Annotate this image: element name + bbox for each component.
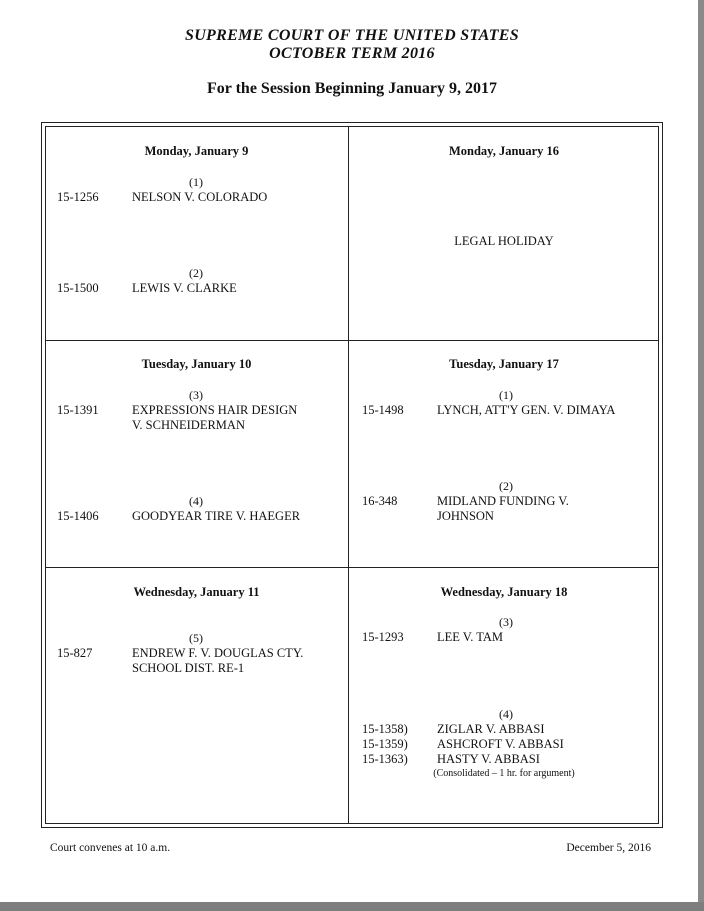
case-name: ENDREW F. V. DOUGLAS CTY. — [132, 646, 304, 660]
docket-number: 15-1391 — [57, 403, 99, 417]
day-heading-wed18: Wednesday, January 18 — [440, 585, 568, 599]
docket-number: 15-1359) — [362, 737, 408, 751]
case-name: LEWIS V. CLARKE — [132, 281, 237, 295]
argument-order: (1) — [189, 175, 203, 189]
day-heading-mon9: Monday, January 9 — [144, 144, 249, 158]
case-name-continued: SCHOOL DIST. RE-1 — [132, 661, 245, 675]
case-name-continued: JOHNSON — [437, 509, 494, 523]
argument-order: (3) — [499, 615, 513, 629]
docket-number: 15-1293 — [362, 630, 404, 644]
column-divider — [348, 126, 349, 824]
legal-holiday: LEGAL HOLIDAY — [454, 234, 554, 248]
argument-order: (1) — [499, 388, 513, 402]
docket-number: 15-827 — [57, 646, 93, 660]
term-title: OCTOBER TERM 2016 — [269, 45, 435, 62]
case-name: NELSON V. COLORADO — [132, 190, 268, 204]
session-title: For the Session Beginning January 9, 2017 — [207, 80, 497, 97]
docket-number: 15-1500 — [57, 281, 99, 295]
court-convenes-note: Court convenes at 10 a.m. — [50, 842, 171, 854]
docket-number: 15-1358) — [362, 722, 408, 736]
day-heading-tue10: Tuesday, January 10 — [141, 357, 252, 371]
row-divider — [45, 567, 659, 568]
argument-order: (4) — [189, 494, 203, 508]
case-name: HASTY V. ABBASI — [437, 752, 540, 766]
case-name: GOODYEAR TIRE V. HAEGER — [132, 509, 301, 523]
court-title: SUPREME COURT OF THE UNITED STATES — [185, 27, 519, 44]
case-name: ASHCROFT V. ABBASI — [437, 737, 564, 751]
case-name: LYNCH, ATT'Y GEN. V. DIMAYA — [437, 403, 616, 417]
case-name: LEE V. TAM — [437, 630, 504, 644]
argument-order: (5) — [189, 631, 203, 645]
argument-order: (2) — [499, 479, 513, 493]
docket-number: 15-1256 — [57, 190, 99, 204]
calendar-grid — [45, 126, 659, 824]
day-heading-tue17: Tuesday, January 17 — [449, 357, 559, 371]
page-edge-shadow — [698, 0, 704, 911]
day-heading-mon16: Monday, January 16 — [448, 144, 560, 158]
case-name-continued: V. SCHNEIDERMAN — [132, 418, 245, 432]
argument-order: (2) — [189, 266, 203, 280]
day-heading-wed11: Wednesday, January 11 — [133, 585, 260, 599]
case-name: MIDLAND FUNDING V. — [437, 494, 569, 508]
document-date: December 5, 2016 — [566, 842, 651, 854]
row-divider — [45, 340, 659, 341]
consolidated-note: (Consolidated – 1 hr. for argument) — [433, 768, 575, 779]
case-name: ZIGLAR V. ABBASI — [437, 722, 545, 736]
docket-number: 15-1363) — [362, 752, 408, 766]
argument-order: (4) — [499, 707, 513, 721]
page-bottom-shadow — [0, 902, 704, 911]
case-name: EXPRESSIONS HAIR DESIGN — [132, 403, 298, 417]
argument-order: (3) — [189, 388, 203, 402]
docket-number: 16-348 — [362, 494, 398, 508]
docket-number: 15-1406 — [57, 509, 99, 523]
docket-number: 15-1498 — [362, 403, 404, 417]
